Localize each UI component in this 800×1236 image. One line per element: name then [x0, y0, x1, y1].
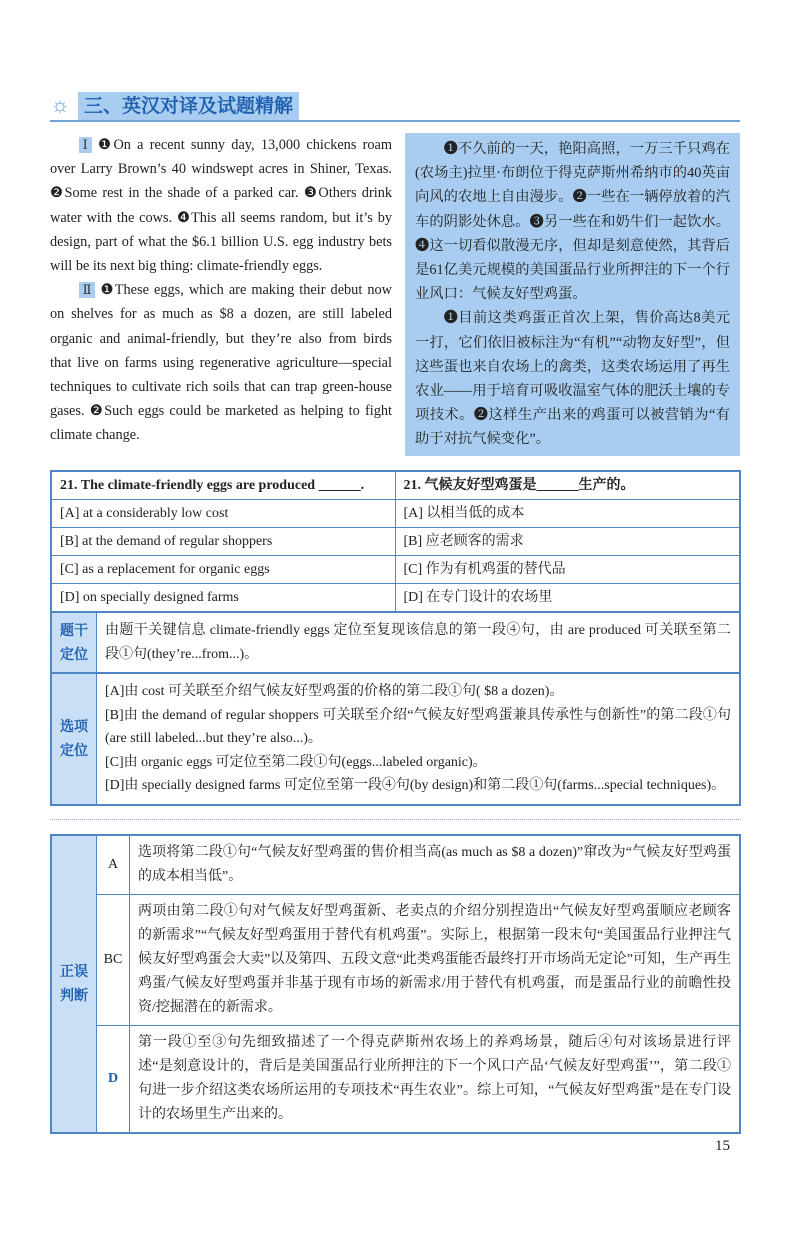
paragraph-text: ❶On a recent sunny day, 13,000 chickens roam over Larry Brown’s 40 windswept acres in Shiner, Texas. ❷Some rest in the shade of a parked car. ❸Others drink water with the cows. ❹This all seems random, but it’s by design, part of what the $6.1 billion U.S. egg industry bets will be its next big thing: climate-friendly eggs. [50, 137, 393, 275]
option-analysis: [C]由 organic eggs 可定位至第二段①句(eggs...labeled organic)。 [105, 754, 487, 770]
chinese-paragraph-2: ❶目前这类鸡蛋正首次上架，售价高达8美元一打，它们依旧被标注为“有机”“动物友好型”，但这些蛋也来自农场上的禽类，这类农场运用了再生农业——用于培育可吸收温室气体的肥沃土壤的专项技术。❷这样生产出来的鸡蛋可以被营销为“有助于对抗气候变化”。 [415, 310, 730, 448]
question-table [50, 470, 741, 614]
chinese-translation [405, 133, 740, 456]
english-passage [50, 133, 392, 448]
stem-english: 21. The climate-friendly eggs are produced ______. [52, 472, 396, 499]
paragraph-text: ❶These eggs, which are making their debut now on shelves for as much as $8 a dozen, are still labeled organic and animal-friendly, but they’re also from birds that live on farms using regenerative agriculture—special techniques to cultivate rich soils that can trap green-house gases. ❷Such eggs could be marketed as helping to fight climate change. [50, 282, 392, 444]
option-row [52, 500, 739, 528]
section-text [97, 674, 739, 804]
stem-location-section [50, 613, 741, 674]
row-key: A [97, 836, 130, 894]
lightbulb-icon: ☼ [50, 92, 71, 117]
bilingual-passage [50, 133, 740, 456]
option-analysis: [B]由 the demand of regular shoppers 可关联至介绍“气候友好型鸡蛋兼具传承性与创新性”的第二段①句(are still labeled...but they’re also...)。 [105, 707, 731, 747]
divider [50, 819, 741, 820]
option-row [52, 584, 739, 612]
section-label: 选项定位 [52, 674, 97, 804]
option-english: [C] as a replacement for organic eggs [52, 556, 396, 583]
judgement-table [50, 834, 741, 1134]
question-stem-row [52, 472, 739, 500]
row-text: 选项将第二段①句“气候友好型鸡蛋的售价相当高(as much as $8 a dozen)”窜改为“气候友好型鸡蛋的成本相当低”。 [138, 844, 731, 884]
section-title: 三、英汉对译及试题精解 [78, 92, 299, 120]
option-analysis: [A]由 cost 可关联至介绍气候友好型鸡蛋的价格的第二段①句( $8 a dozen)。 [105, 684, 564, 700]
section-label: 题干定位 [52, 613, 97, 672]
option-chinese: [A] 以相当低的成本 [403, 505, 525, 521]
judgement-row [97, 836, 739, 895]
option-chinese: [D] 在专门设计的农场里 [403, 589, 553, 605]
option-chinese: [B] 应老顾客的需求 [403, 533, 524, 549]
stem-chinese: 21. 气候友好型鸡蛋是______生产的。 [403, 477, 635, 493]
section-header [50, 90, 740, 122]
section-label: 正误判断 [52, 836, 97, 1132]
chinese-paragraph-1: ❶不久前的一天，艳阳高照，一万三千只鸡在(农场主)拉里·布朗位于得克萨斯州希纳市的40英亩向风的农地上自由漫步。❷一些在一辆停放着的汽车的阴影处休息。❸另一些在和奶牛们一起饮水。❹这一切看似散漫无序，但却是刻意使然，其背后是61亿美元规模的美国蛋品行业所押注的下一个行业风口：气候友好型鸡蛋。 [415, 141, 730, 303]
english-paragraph-2 [50, 278, 392, 447]
option-analysis: [D]由 specially designed farms 可定位至第一段④句(by design)和第二段①句(farms...special techniques)。 [105, 778, 726, 794]
row-key: BC [97, 895, 130, 1025]
row-text: 两项由第二段①句对气候友好型鸡蛋新、老卖点的介绍分别捏造出“气候友好型鸡蛋顺应老顾客的新需求”“气候友好型鸡蛋用于替代有机鸡蛋”。实际上，根据第一段末句“美国蛋品行业押注气候友好型鸡蛋会大卖”以及第四、五段文意“此类鸡蛋能否最终打开市场尚无定论”可知，生产再生鸡蛋/气候友好型鸡蛋并非基于现有市场的新需求/用于替代有机鸡蛋，而是蛋品行业的前瞻性投资/挖掘潜在的新需求。 [138, 903, 731, 1015]
option-location-section [50, 674, 741, 806]
judgement-row [97, 895, 739, 1026]
row-key: D [97, 1026, 130, 1132]
option-english: [D] on specially designed farms [52, 584, 396, 612]
judgement-row [97, 1026, 739, 1132]
english-paragraph-1 [50, 133, 392, 278]
paragraph-marker: Ⅰ [79, 137, 92, 153]
option-row [52, 528, 739, 556]
row-text: 第一段①至③句先细致描述了一个得克萨斯州农场上的养鸡场景，随后④句对该场景进行评述“是刻意设计的，背后是美国蛋品行业所押注的下一个风口产品‘气候友好型鸡蛋’”，第二段①句进一步介绍这类农场所运用的专项技术“再生农业”。综上可知，“气候友好型鸡蛋”是在专门设计的农场里生产出来的。 [138, 1034, 731, 1122]
option-chinese: [C] 作为有机鸡蛋的替代品 [403, 561, 566, 577]
section-text: 由题干关键信息 climate-friendly eggs 定位至复现该信息的第一段④句，由 are produced 可关联至第二段①句(they’re...from...)。 [105, 623, 731, 662]
page-number: 15 [715, 1137, 730, 1154]
option-english: [A] at a considerably low cost [52, 500, 396, 527]
option-row [52, 556, 739, 584]
option-english: [B] at the demand of regular shoppers [52, 528, 396, 555]
paragraph-marker: Ⅱ [79, 282, 96, 298]
